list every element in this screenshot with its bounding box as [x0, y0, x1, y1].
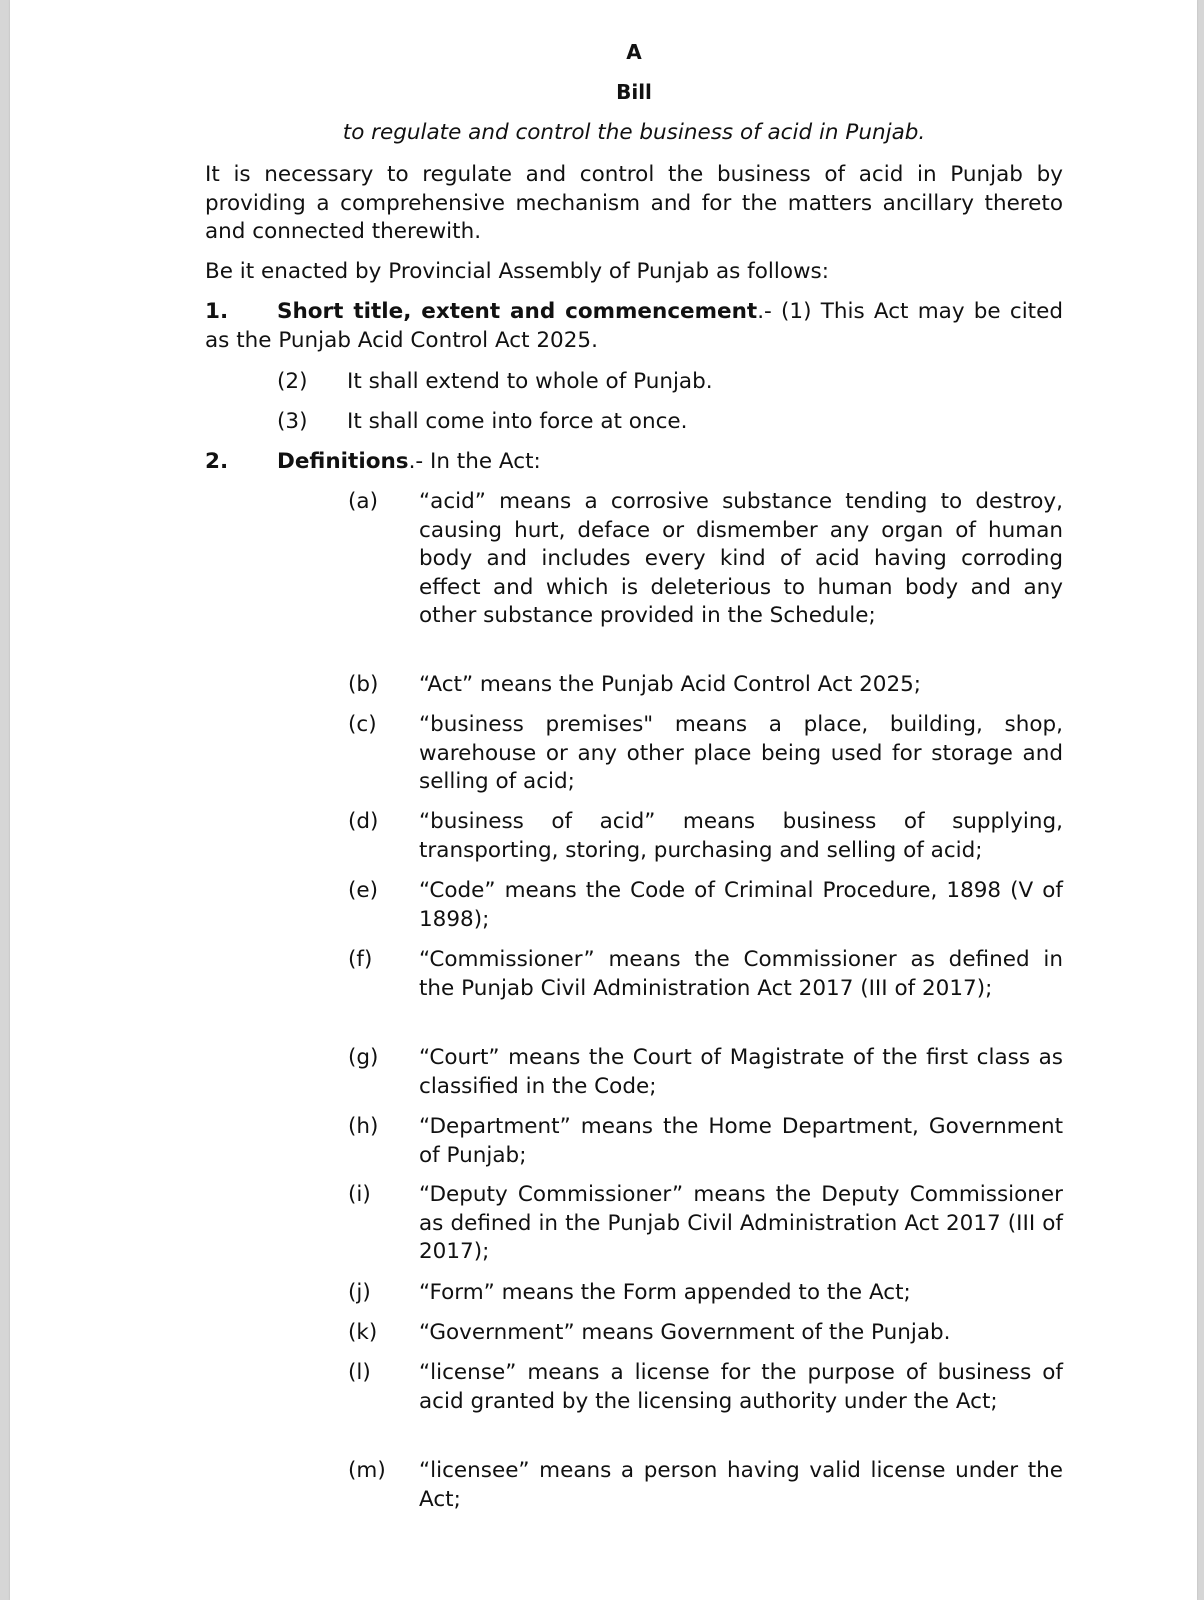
heading-a: A [626, 40, 642, 64]
definition-label: (d) [348, 809, 379, 834]
definition-item [348, 1279, 1063, 1308]
definition-item [348, 1044, 1063, 1101]
definition-label: (c) [348, 712, 377, 737]
section-text: In the Act: [430, 449, 541, 474]
section-1 [205, 298, 1063, 355]
section-2 [205, 448, 1063, 477]
definition-label: (l) [348, 1360, 371, 1385]
definition-text: “Code” means the Code of Criminal Procedure, 1898 (V of 1898); [419, 878, 1063, 932]
definition-item [348, 1113, 1063, 1170]
definition-item [348, 671, 1063, 700]
definition-item [348, 946, 1063, 1003]
preamble: It is necessary to regulate and control the business of acid in Punjab by providing a comprehensive mechanism and for the matters ancillary thereto and connected therewith. [205, 162, 1063, 244]
subsection-text: It shall extend to whole of Punjab. [347, 369, 713, 394]
definition-label: (g) [348, 1045, 379, 1070]
definition-item [348, 877, 1063, 934]
definition-label: (h) [348, 1114, 379, 1139]
definition-item [348, 488, 1063, 631]
subsection [277, 368, 1063, 397]
definition-label: (i) [348, 1182, 371, 1207]
definition-item [348, 1457, 1063, 1514]
definition-text: “acid” means a corrosive substance tending to destroy, causing hurt, deface or dismember any organ of human body and includes every kind of acid having corroding effect and which is deleterious to human body and any other substance provided in the Schedule; [419, 489, 1063, 628]
definition-text: “Court” means the Court of Magistrate of the first class as classified in the Code; [419, 1045, 1063, 1099]
definition-label: (j) [348, 1280, 371, 1305]
definition-item [348, 1359, 1063, 1416]
bill-subtitle: to regulate and control the business of acid in Punjab. [342, 120, 926, 145]
definition-text: “Act” means the Punjab Acid Control Act 2025; [419, 672, 922, 697]
section-heading-suffix: .- [408, 449, 430, 474]
definition-label: (f) [348, 947, 373, 972]
section-text: (1) This Act may be cited as the Punjab Acid Control Act 2025. [205, 299, 1063, 353]
definition-text: “Form” means the Form appended to the Act; [419, 1280, 911, 1305]
section-number: 2. [205, 449, 229, 474]
definition-text: “business of acid” means business of supplying, transporting, storing, purchasing and selling of acid; [419, 809, 1063, 863]
definition-text: “Commissioner” means the Commissioner as defined in the Punjab Civil Administration Act 2017 (III of 2017); [419, 947, 1063, 1001]
subsection-label: (3) [277, 409, 308, 434]
definition-item [348, 1319, 1063, 1348]
definition-item [348, 711, 1063, 797]
section-heading: Short title, extent and commencement [277, 299, 758, 324]
subsection-text: It shall come into force at once. [347, 409, 688, 434]
document-page [10, 0, 1197, 1600]
enacting-clause: Be it enacted by Provincial Assembly of Punjab as follows: [205, 259, 830, 284]
definition-label: (k) [348, 1320, 378, 1345]
definition-text: “business premises" means a place, building, shop, warehouse or any other place being used for storage and selling of acid; [419, 712, 1063, 794]
definition-label: (e) [348, 878, 379, 903]
definition-text: “Deputy Commissioner” means the Deputy Commissioner as defined in the Punjab Civil Administration Act 2017 (III of 2017); [419, 1182, 1063, 1264]
definition-text: “license” means a license for the purpose of business of acid granted by the licensing authority under the Act; [419, 1360, 1063, 1414]
definition-text: “Government” means Government of the Punjab. [419, 1320, 951, 1345]
definition-item [348, 808, 1063, 865]
definition-label: (b) [348, 672, 379, 697]
definition-text: “Department” means the Home Department, Government of Punjab; [419, 1114, 1063, 1168]
definition-label: (a) [348, 489, 378, 514]
section-heading: Definitions [277, 449, 409, 474]
definition-text: “licensee” means a person having valid license under the Act; [419, 1458, 1063, 1512]
heading-bill: Bill [616, 80, 652, 104]
definition-item [348, 1181, 1063, 1267]
definition-label: (m) [348, 1458, 386, 1483]
section-heading-suffix: .- [757, 299, 782, 324]
subsection-label: (2) [277, 369, 308, 394]
subsection [277, 408, 1063, 437]
section-number: 1. [205, 299, 229, 324]
